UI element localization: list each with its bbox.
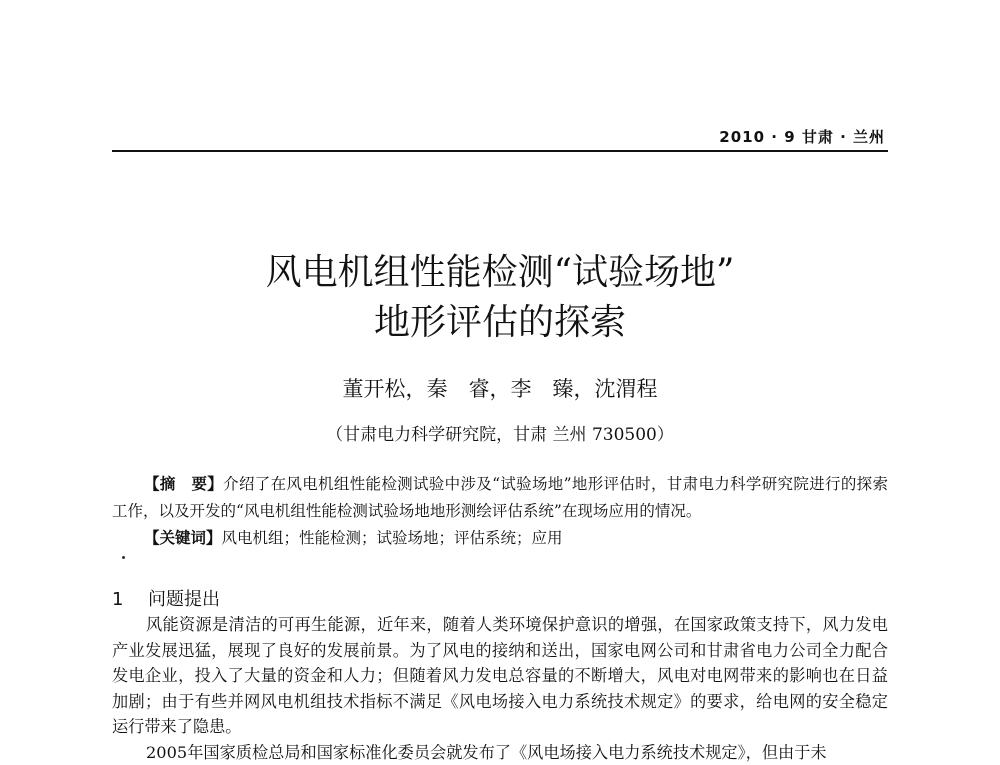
keywords-text: 风电机组；性能检测；试验场地；评估系统；应用	[222, 529, 563, 547]
keywords	[112, 524, 888, 552]
section-number: 1	[112, 589, 148, 610]
section-title: 问题提出	[148, 589, 220, 610]
stray-dot	[122, 556, 125, 559]
keywords-label: 【关键词】	[144, 528, 222, 547]
paper-title-line2: 地形评估的探索	[0, 305, 1000, 341]
journal-meta: 2010 · 9 甘肃 · 兰州	[719, 126, 885, 147]
abstract-label: 【摘 要】	[144, 474, 223, 493]
paper-title-line1: 风电机组性能检测“试验场地”	[0, 255, 1000, 291]
body-paragraph-2: 2005年国家质检总局和国家标准化委员会就发布了《风电场接入电力系统技术规定》，但由于未	[112, 740, 888, 765]
abstract-text: 介绍了在风电机组性能检测试验中涉及“试验场地”地形评估时，甘肃电力科学研究院进行的探索工作，以及开发的“风电机组性能检测试验场地地形测绘评估系统”在现场应用的情况。	[112, 475, 888, 520]
body-paragraph-1: 风能资源是清洁的可再生能源，近年来，随着人类环境保护意识的增强，在国家政策支持下，风力发电产业发展迅猛，展现了良好的发展前景。为了风电的接纳和送出，国家电网公司和甘肃省电力公司全力配合发电企业，投入了大量的资金和人力；但随着风力发电总容量的不断增大，风电对电网带来的影响也在日益加剧；由于有些并网风电机组技术指标不满足《风电场接入电力系统技术规定》的要求，给电网的安全稳定运行带来了隐患。	[112, 612, 888, 740]
paper-affiliation: （甘肃电力科学研究院，甘肃 兰州 730500）	[0, 420, 1000, 445]
paper-authors: 董开松，秦 睿，李 臻，沈渭程	[0, 373, 1000, 403]
abstract	[112, 470, 888, 525]
section-heading	[112, 585, 220, 611]
header-rule	[112, 150, 888, 152]
body-text	[112, 612, 888, 765]
